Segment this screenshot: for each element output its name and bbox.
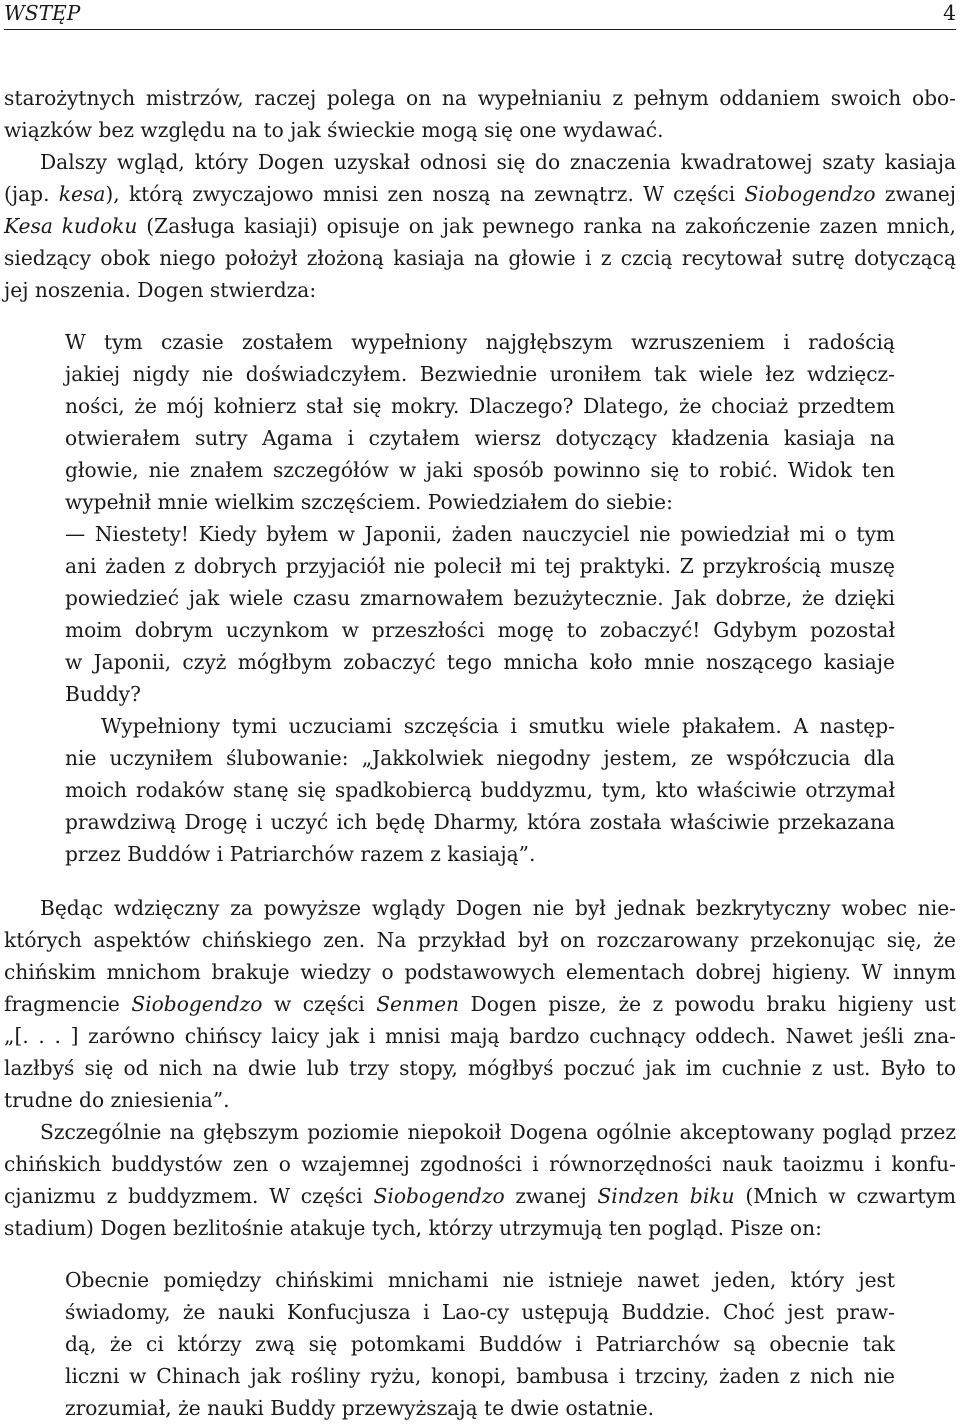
text-line: Buddy? [65, 682, 141, 706]
text-line: liczni w Chinach jak rośliny ryżu, konopi, bambusa i trzciny, żaden z nich nie [65, 1364, 895, 1388]
text-line: Będąc wdzięczny za powyższe wglądy Dogen nie był jednak bezkrytyczny wobec nie- [40, 896, 956, 920]
text-line: Dalszy wgląd, który Dogen uzyskał odnosi się do znaczenia kwadratowej szaty kasiaja [40, 150, 956, 174]
text-line: dą, że ci którzy zwą się potomkami Buddów i Patriarchów są obecnie tak [65, 1332, 895, 1356]
text-line: — Niestety! Kiedy byłem w Japonii, żaden nauczyciel nie powiedział mi o tym [65, 522, 895, 546]
italic-term: kesa [58, 182, 106, 206]
quote-paragraph [65, 326, 895, 710]
text-line: starożytnych mistrzów, raczej polega on na wypełnianiu z pełnym oddaniem swoich obo- [4, 86, 956, 110]
text-line [4, 988, 956, 1020]
document-page [4, 0, 957, 1420]
text-line: których aspektów chińskiego zen. Na przykład był on rozczarowany przekonując się, że [4, 928, 956, 952]
block-quote-1 [4, 326, 956, 870]
header-rule [4, 29, 956, 30]
text-line: Obecnie pomiędzy chińskimi mnichami nie istnieje nawet jeden, który jest [65, 1268, 895, 1292]
text-line: moim dobrym uczynkom w przeszłości mogę to zobaczyć! Gdybym pozostał [65, 618, 895, 642]
text-line [4, 1180, 956, 1212]
text-run: Dogen pisze, że z powodu braku higieny ust [459, 992, 956, 1016]
page-number: 4 [943, 1, 956, 25]
text-line: jakiej nigdy nie doświadczyłem. Bezwiednie uroniłem tak wiele łez wdzięcz- [65, 362, 895, 386]
text-line: w Japonii, czyż mógłbym zobaczyć tego mnicha koło mnie noszącego kasiaje [65, 650, 895, 674]
text-line: świadomy, że nauki Konfucjusza i Lao-cy ustępują Buddzie. Choć jest praw- [65, 1300, 895, 1324]
text-run: cjanizmu z buddyzmem. W części [4, 1184, 374, 1208]
quote-paragraph [65, 710, 895, 870]
text-line: nie uczyniłem ślubowanie: „Jakkolwiek niegodny jestem, ze współczucia dla [65, 746, 895, 770]
text-line: siedzący obok niego położył złożoną kasiaja na głowie i z czcią recytował sutrę dotyczącą [4, 246, 956, 270]
text-line: przez Buddów i Patriarchów razem z kasiają”. [65, 842, 536, 866]
text-line: głowie, nie znałem szczegółów w jaki sposób powinno się to robić. Widok ten [65, 458, 895, 482]
italic-term: Kesa kudoku [4, 214, 138, 238]
text-line: moich rodaków stanę się spadkobiercą buddyzmu, tym, kto właściwie otrzymał [65, 778, 895, 802]
text-line [4, 178, 956, 210]
text-line: chińskim mnichom brakuje wiedzy o podstawowych elementach dobrej higieny. W innym [4, 960, 956, 984]
text-line: prawdziwą Drogę i uczyć ich będę Dharmy, która została właściwie przekazana [65, 810, 895, 834]
italic-term: Siobogendzo [373, 1184, 505, 1208]
text-run: (Zasługa kasiaji) opisuje on jak pewnego ranka na zakończenie zazen mnich, [137, 214, 956, 238]
text-line: ani żaden z dobrych przyjaciół nie polecił mi tej praktyki. Z przykrością muszę [65, 554, 895, 578]
text-line: powiedzieć jak wiele czasu zmarnowałem bezużytecznie. Jak dobrze, że dzięki [65, 586, 895, 610]
block-quote-2 [4, 1264, 956, 1424]
italic-term: Senmen [376, 992, 460, 1016]
text-line: wiązków bez względu na to jak świeckie mogą się one wydawać. [4, 118, 664, 142]
chapter-title: WSTĘP [4, 1, 81, 25]
paragraph-1 [4, 82, 956, 146]
running-header [4, 0, 956, 26]
text-line: wypełnił mnie wielkim szczęściem. Powiedziałem do siebie: [65, 490, 673, 514]
text-run: ), którą zwyczajowo mnisi zen noszą na zewnątrz. W części [105, 182, 745, 206]
body-text [4, 82, 956, 1424]
text-line: lazłbyś się od nich na dwie lub trzy stopy, mógłbyś poczuć jak im cuchnie z ust. Było to [4, 1056, 956, 1080]
text-run: (Mnich w czwartym [734, 1184, 957, 1208]
italic-term: Siobogendzo [131, 992, 263, 1016]
text-line: ności, że mój kołnierz stał się mokry. Dlaczego? Dlatego, że chociaż przedtem [65, 394, 895, 418]
text-line: Szczególnie na głębszym poziomie niepokoił Dogena ogólnie akceptowany pogląd przez [40, 1120, 956, 1144]
paragraph-2 [4, 146, 956, 306]
text-run: (jap. [4, 182, 59, 206]
text-line: otwierałem sutry Agama i czytałem wiersz dotyczący kładzenia kasiaja na [65, 426, 895, 450]
text-line: zrozumiał, że nauki Buddy przewyższają te dwie ostatnie. [65, 1396, 655, 1420]
text-run: zwanej [504, 1184, 598, 1208]
text-line [4, 210, 956, 242]
text-line: trudne do zniesienia”. [4, 1088, 230, 1112]
text-line: „[. . . ] zarówno chińscy laicy jak i mnisi mają bardzo cuchnący oddech. Nawet jeśli zna- [4, 1024, 956, 1048]
spacer [4, 870, 956, 892]
quote-paragraph [65, 1264, 895, 1424]
text-line: Wypełniony tymi uczuciami szczęścia i smutku wiele płakałem. A następ- [101, 714, 895, 738]
text-line: stadium) Dogen bezlitośnie atakuje tych, którzy utrzymują ten pogląd. Pisze on: [4, 1216, 822, 1240]
text-run: fragmencie [4, 992, 132, 1016]
text-run: w części [262, 992, 377, 1016]
text-line: W tym czasie zostałem wypełniony najgłębszym wzruszeniem i radością [65, 330, 895, 354]
italic-term: Sindzen biku [597, 1184, 735, 1208]
text-line: chińskich buddystów zen o wzajemnej zgodności i równorzędności nauk taoizmu i konfu- [4, 1152, 956, 1176]
italic-term: Siobogendzo [744, 182, 876, 206]
paragraph-4 [4, 1116, 956, 1244]
text-run: zwanej [875, 182, 956, 206]
text-line: jej noszenia. Dogen stwierdza: [4, 278, 317, 302]
paragraph-3 [4, 892, 956, 1116]
